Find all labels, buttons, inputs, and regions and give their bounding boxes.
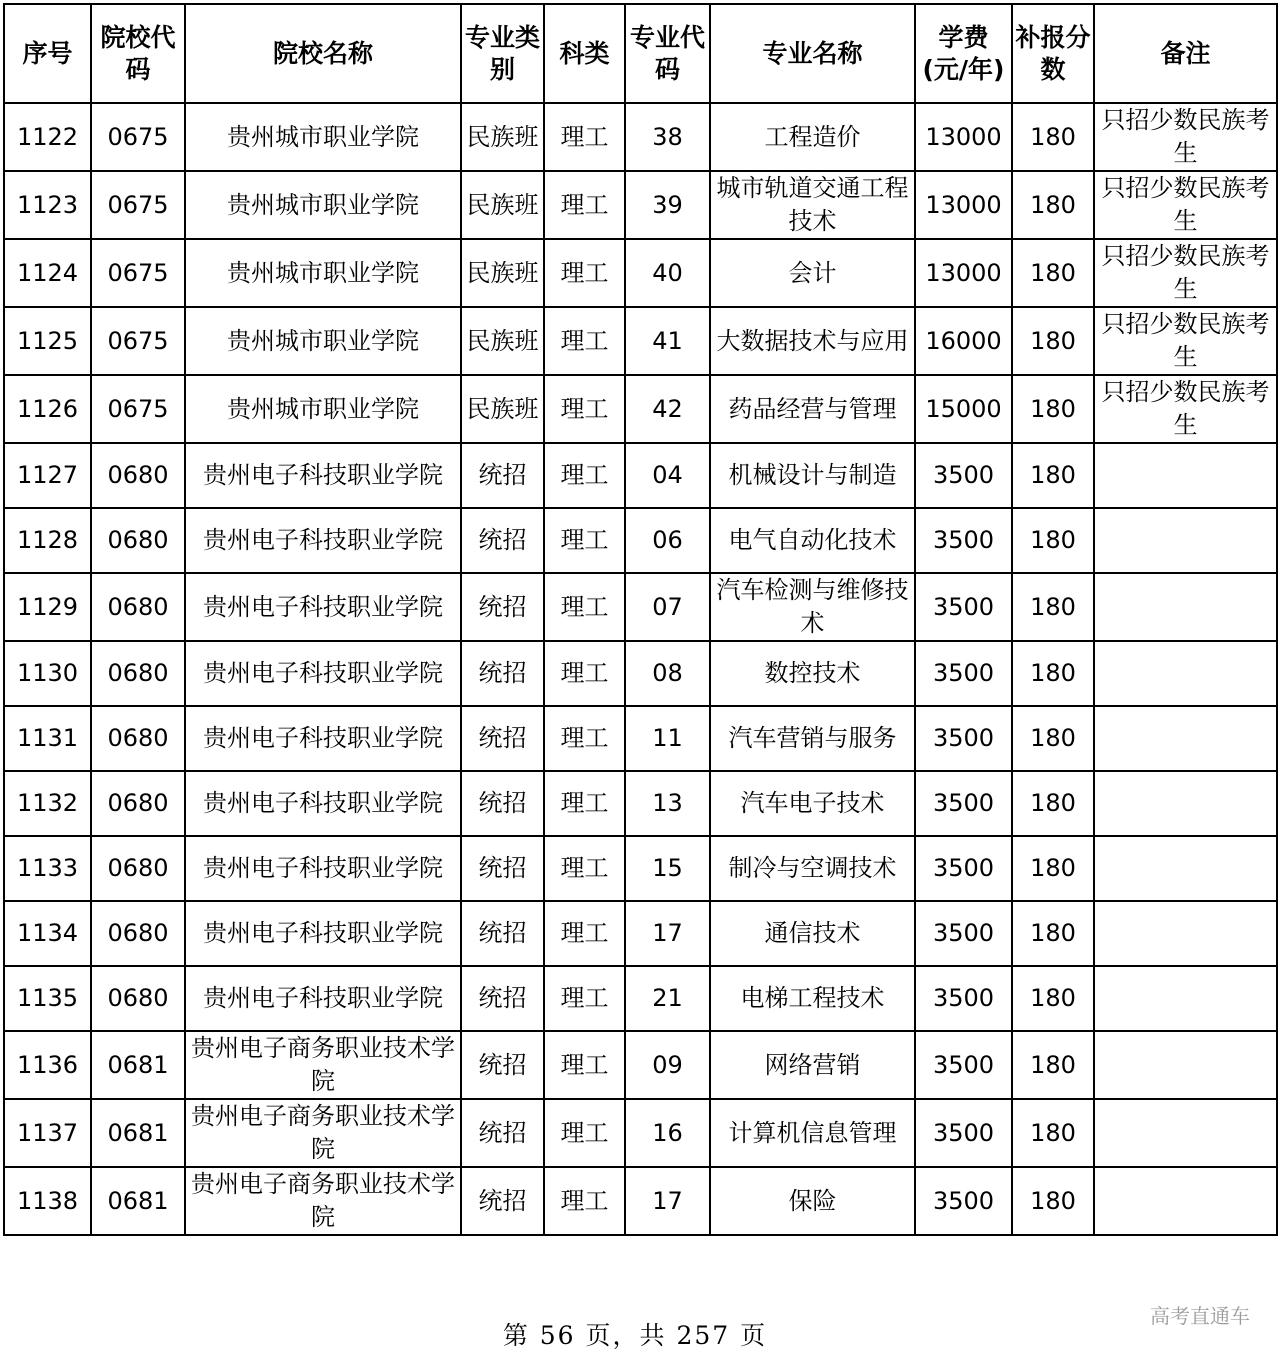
cell-school-name: 贵州电子科技职业学院 xyxy=(185,966,461,1031)
cell-school-code: 0675 xyxy=(91,103,185,171)
cell-score: 180 xyxy=(1012,966,1094,1031)
cell-major-type: 统招 xyxy=(461,771,544,836)
cell-major-type: 统招 xyxy=(461,836,544,901)
cell-note xyxy=(1094,1031,1277,1099)
cell-school-name: 贵州城市职业学院 xyxy=(185,307,461,375)
cell-fee: 13000 xyxy=(915,171,1012,239)
cell-major-type: 统招 xyxy=(461,1167,544,1235)
cell-major-name: 城市轨道交通工程技术 xyxy=(710,171,915,239)
cell-score: 180 xyxy=(1012,1099,1094,1167)
cell-major-type: 民族班 xyxy=(461,171,544,239)
cell-major-type: 统招 xyxy=(461,641,544,706)
cell-school-code: 0675 xyxy=(91,375,185,443)
header-major-name: 专业名称 xyxy=(710,4,915,103)
cell-major-type: 统招 xyxy=(461,966,544,1031)
cell-school-code: 0680 xyxy=(91,573,185,641)
cell-fee: 13000 xyxy=(915,103,1012,171)
cell-fee: 3500 xyxy=(915,706,1012,771)
cell-score: 180 xyxy=(1012,103,1094,171)
cell-school-code: 0680 xyxy=(91,771,185,836)
cell-major-code: 39 xyxy=(625,171,710,239)
cell-major-code: 17 xyxy=(625,901,710,966)
cell-major-type: 统招 xyxy=(461,508,544,573)
cell-subject: 理工 xyxy=(544,573,625,641)
cell-major-code: 40 xyxy=(625,239,710,307)
cell-school-code: 0680 xyxy=(91,508,185,573)
cell-major-code: 07 xyxy=(625,573,710,641)
cell-fee: 3500 xyxy=(915,443,1012,508)
cell-fee: 3500 xyxy=(915,508,1012,573)
cell-school-code: 0681 xyxy=(91,1167,185,1235)
cell-score: 180 xyxy=(1012,706,1094,771)
cell-subject: 理工 xyxy=(544,239,625,307)
cell-major-code: 15 xyxy=(625,836,710,901)
cell-seq: 1126 xyxy=(4,375,91,443)
cell-major-code: 09 xyxy=(625,1031,710,1099)
cell-seq: 1125 xyxy=(4,307,91,375)
cell-seq: 1132 xyxy=(4,771,91,836)
cell-note xyxy=(1094,573,1277,641)
cell-major-name: 制冷与空调技术 xyxy=(710,836,915,901)
cell-major-name: 药品经营与管理 xyxy=(710,375,915,443)
cell-major-name: 会计 xyxy=(710,239,915,307)
cell-subject: 理工 xyxy=(544,641,625,706)
cell-note xyxy=(1094,706,1277,771)
cell-school-code: 0675 xyxy=(91,171,185,239)
header-fee: 学费(元/年) xyxy=(915,4,1012,103)
cell-score: 180 xyxy=(1012,443,1094,508)
table-row xyxy=(4,1167,1277,1235)
cell-major-code: 08 xyxy=(625,641,710,706)
header-score: 补报分数 xyxy=(1012,4,1094,103)
table-body xyxy=(4,103,1277,1235)
cell-seq: 1134 xyxy=(4,901,91,966)
cell-seq: 1136 xyxy=(4,1031,91,1099)
cell-note: 只招少数民族考生 xyxy=(1094,103,1277,171)
cell-major-code: 38 xyxy=(625,103,710,171)
cell-subject: 理工 xyxy=(544,966,625,1031)
header-note: 备注 xyxy=(1094,4,1277,103)
table-row xyxy=(4,641,1277,706)
cell-fee: 3500 xyxy=(915,836,1012,901)
table-row xyxy=(4,443,1277,508)
table-row xyxy=(4,375,1277,443)
cell-score: 180 xyxy=(1012,239,1094,307)
cell-score: 180 xyxy=(1012,375,1094,443)
cell-major-type: 统招 xyxy=(461,1099,544,1167)
header-school-name: 院校名称 xyxy=(185,4,461,103)
cell-major-code: 16 xyxy=(625,1099,710,1167)
cell-school-name: 贵州电子科技职业学院 xyxy=(185,771,461,836)
admissions-table xyxy=(3,3,1278,1236)
cell-school-name: 贵州电子科技职业学院 xyxy=(185,508,461,573)
cell-fee: 3500 xyxy=(915,641,1012,706)
cell-subject: 理工 xyxy=(544,375,625,443)
cell-fee: 13000 xyxy=(915,239,1012,307)
cell-school-code: 0681 xyxy=(91,1099,185,1167)
cell-fee: 3500 xyxy=(915,901,1012,966)
cell-school-name: 贵州电子商务职业技术学院 xyxy=(185,1099,461,1167)
cell-school-code: 0680 xyxy=(91,641,185,706)
cell-school-name: 贵州城市职业学院 xyxy=(185,239,461,307)
cell-seq: 1128 xyxy=(4,508,91,573)
header-subject: 科类 xyxy=(544,4,625,103)
cell-major-name: 汽车营销与服务 xyxy=(710,706,915,771)
cell-score: 180 xyxy=(1012,901,1094,966)
cell-note xyxy=(1094,508,1277,573)
cell-major-name: 通信技术 xyxy=(710,901,915,966)
cell-major-type: 民族班 xyxy=(461,375,544,443)
cell-fee: 3500 xyxy=(915,1031,1012,1099)
cell-school-code: 0680 xyxy=(91,706,185,771)
cell-school-code: 0680 xyxy=(91,443,185,508)
cell-school-name: 贵州电子科技职业学院 xyxy=(185,573,461,641)
cell-major-name: 保险 xyxy=(710,1167,915,1235)
cell-major-type: 民族班 xyxy=(461,307,544,375)
cell-seq: 1127 xyxy=(4,443,91,508)
cell-major-type: 民族班 xyxy=(461,239,544,307)
cell-seq: 1122 xyxy=(4,103,91,171)
cell-seq: 1135 xyxy=(4,966,91,1031)
cell-fee: 15000 xyxy=(915,375,1012,443)
cell-seq: 1133 xyxy=(4,836,91,901)
cell-major-type: 民族班 xyxy=(461,103,544,171)
cell-school-name: 贵州电子科技职业学院 xyxy=(185,443,461,508)
table-row xyxy=(4,307,1277,375)
table-row xyxy=(4,103,1277,171)
cell-subject: 理工 xyxy=(544,103,625,171)
cell-note xyxy=(1094,641,1277,706)
cell-seq: 1129 xyxy=(4,573,91,641)
header-major-type: 专业类别 xyxy=(461,4,544,103)
cell-subject: 理工 xyxy=(544,307,625,375)
cell-school-name: 贵州城市职业学院 xyxy=(185,375,461,443)
cell-subject: 理工 xyxy=(544,443,625,508)
cell-score: 180 xyxy=(1012,171,1094,239)
table-row xyxy=(4,573,1277,641)
cell-score: 180 xyxy=(1012,1167,1094,1235)
cell-major-type: 统招 xyxy=(461,443,544,508)
cell-school-code: 0681 xyxy=(91,1031,185,1099)
table-row xyxy=(4,508,1277,573)
cell-note: 只招少数民族考生 xyxy=(1094,307,1277,375)
table-row xyxy=(4,706,1277,771)
watermark: 高考直通车 xyxy=(1150,1304,1250,1328)
header-school-code: 院校代码 xyxy=(91,4,185,103)
cell-major-code: 11 xyxy=(625,706,710,771)
cell-subject: 理工 xyxy=(544,901,625,966)
cell-subject: 理工 xyxy=(544,771,625,836)
cell-school-name: 贵州电子科技职业学院 xyxy=(185,641,461,706)
table-row xyxy=(4,1031,1277,1099)
cell-note: 只招少数民族考生 xyxy=(1094,239,1277,307)
cell-score: 180 xyxy=(1012,508,1094,573)
cell-score: 180 xyxy=(1012,836,1094,901)
cell-school-name: 贵州电子科技职业学院 xyxy=(185,901,461,966)
cell-note xyxy=(1094,443,1277,508)
cell-major-code: 04 xyxy=(625,443,710,508)
cell-school-name: 贵州城市职业学院 xyxy=(185,171,461,239)
cell-seq: 1123 xyxy=(4,171,91,239)
cell-major-type: 统招 xyxy=(461,1031,544,1099)
cell-seq: 1131 xyxy=(4,706,91,771)
cell-school-name: 贵州电子商务职业技术学院 xyxy=(185,1031,461,1099)
cell-major-name: 电梯工程技术 xyxy=(710,966,915,1031)
cell-fee: 3500 xyxy=(915,1167,1012,1235)
cell-note xyxy=(1094,901,1277,966)
cell-major-name: 网络营销 xyxy=(710,1031,915,1099)
cell-note: 只招少数民族考生 xyxy=(1094,171,1277,239)
cell-major-name: 电气自动化技术 xyxy=(710,508,915,573)
cell-major-name: 计算机信息管理 xyxy=(710,1099,915,1167)
cell-score: 180 xyxy=(1012,307,1094,375)
cell-fee: 3500 xyxy=(915,771,1012,836)
cell-major-name: 汽车电子技术 xyxy=(710,771,915,836)
cell-major-name: 工程造价 xyxy=(710,103,915,171)
cell-major-code: 42 xyxy=(625,375,710,443)
cell-major-name: 大数据技术与应用 xyxy=(710,307,915,375)
cell-major-code: 17 xyxy=(625,1167,710,1235)
cell-score: 180 xyxy=(1012,641,1094,706)
cell-note xyxy=(1094,771,1277,836)
cell-note xyxy=(1094,1167,1277,1235)
cell-fee: 3500 xyxy=(915,966,1012,1031)
cell-note xyxy=(1094,836,1277,901)
cell-score: 180 xyxy=(1012,1031,1094,1099)
table-row xyxy=(4,836,1277,901)
cell-subject: 理工 xyxy=(544,171,625,239)
header-seq: 序号 xyxy=(4,4,91,103)
cell-seq: 1124 xyxy=(4,239,91,307)
cell-school-code: 0680 xyxy=(91,836,185,901)
cell-major-code: 06 xyxy=(625,508,710,573)
cell-school-name: 贵州电子科技职业学院 xyxy=(185,836,461,901)
table-row xyxy=(4,1099,1277,1167)
cell-major-code: 13 xyxy=(625,771,710,836)
cell-note xyxy=(1094,1099,1277,1167)
table-row xyxy=(4,771,1277,836)
cell-note: 只招少数民族考生 xyxy=(1094,375,1277,443)
cell-subject: 理工 xyxy=(544,508,625,573)
cell-major-type: 统招 xyxy=(461,573,544,641)
cell-major-name: 汽车检测与维修技术 xyxy=(710,573,915,641)
cell-school-name: 贵州电子商务职业技术学院 xyxy=(185,1167,461,1235)
table-row xyxy=(4,171,1277,239)
cell-seq: 1130 xyxy=(4,641,91,706)
cell-subject: 理工 xyxy=(544,1099,625,1167)
header-row xyxy=(4,4,1277,103)
cell-subject: 理工 xyxy=(544,706,625,771)
cell-major-code: 21 xyxy=(625,966,710,1031)
cell-subject: 理工 xyxy=(544,1031,625,1099)
header-major-code: 专业代码 xyxy=(625,4,710,103)
cell-school-code: 0675 xyxy=(91,239,185,307)
cell-major-type: 统招 xyxy=(461,706,544,771)
cell-school-code: 0675 xyxy=(91,307,185,375)
cell-major-type: 统招 xyxy=(461,901,544,966)
cell-major-name: 数控技术 xyxy=(710,641,915,706)
cell-fee: 3500 xyxy=(915,573,1012,641)
page-number: 第 56 页，共 257 页 xyxy=(502,1321,768,1350)
cell-subject: 理工 xyxy=(544,1167,625,1235)
cell-major-name: 机械设计与制造 xyxy=(710,443,915,508)
cell-note xyxy=(1094,966,1277,1031)
cell-school-code: 0680 xyxy=(91,901,185,966)
cell-seq: 1138 xyxy=(4,1167,91,1235)
cell-score: 180 xyxy=(1012,573,1094,641)
cell-fee: 3500 xyxy=(915,1099,1012,1167)
cell-school-code: 0680 xyxy=(91,966,185,1031)
table-row xyxy=(4,966,1277,1031)
cell-fee: 16000 xyxy=(915,307,1012,375)
table-row xyxy=(4,239,1277,307)
cell-subject: 理工 xyxy=(544,836,625,901)
cell-school-name: 贵州电子科技职业学院 xyxy=(185,706,461,771)
table-row xyxy=(4,901,1277,966)
cell-seq: 1137 xyxy=(4,1099,91,1167)
cell-major-code: 41 xyxy=(625,307,710,375)
cell-school-name: 贵州城市职业学院 xyxy=(185,103,461,171)
cell-score: 180 xyxy=(1012,771,1094,836)
